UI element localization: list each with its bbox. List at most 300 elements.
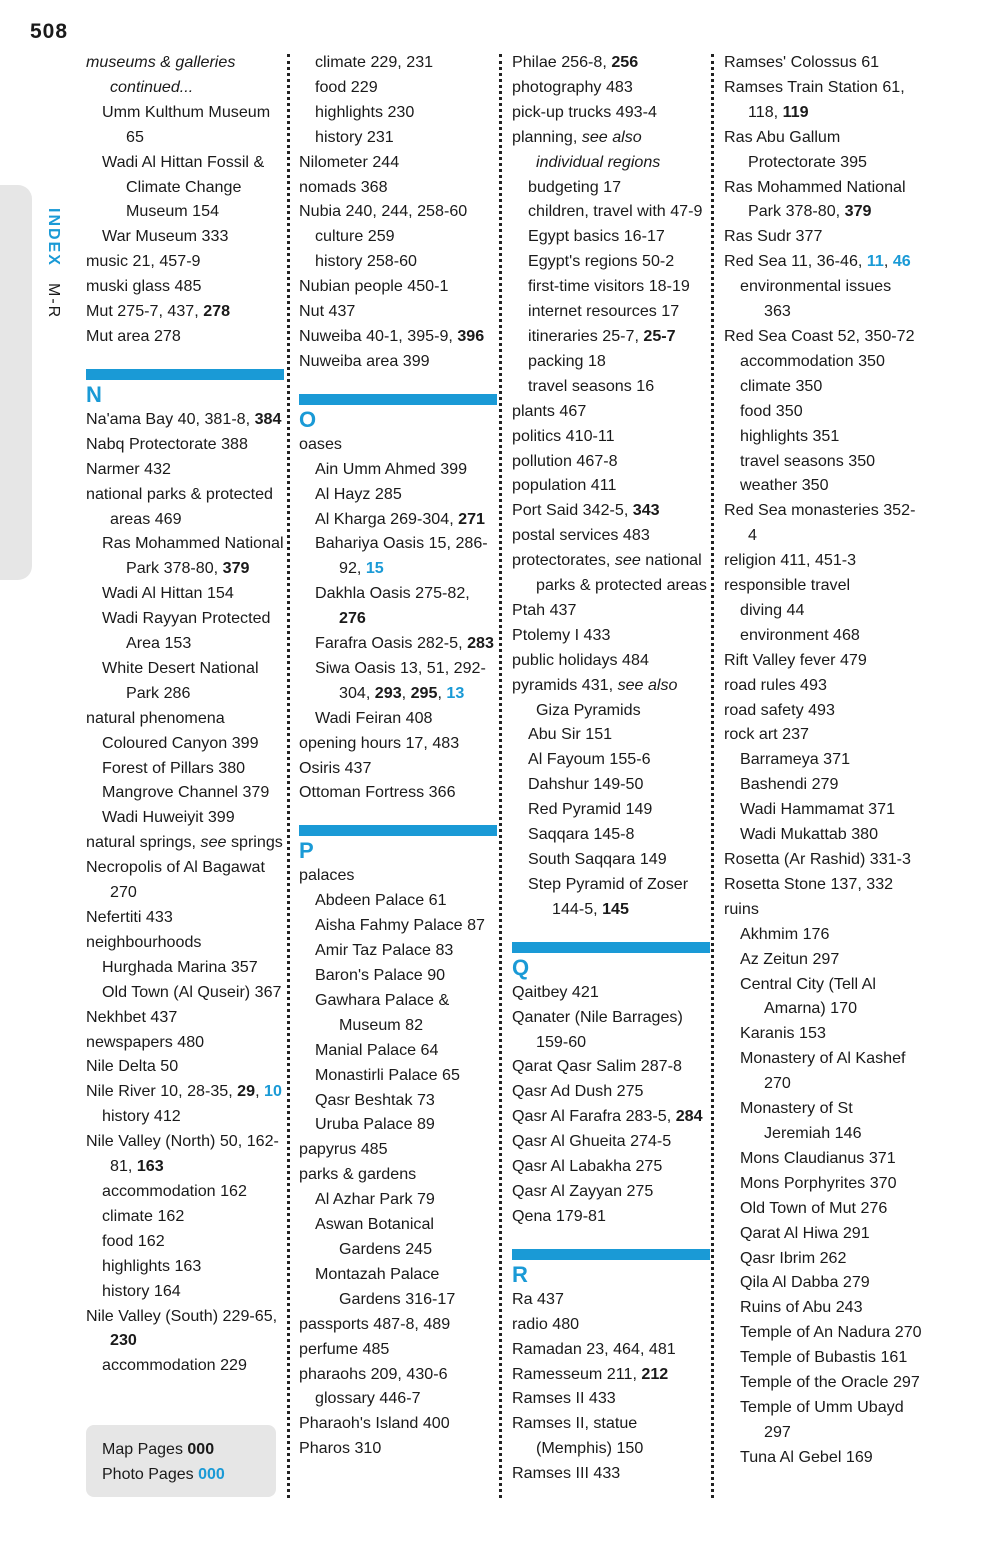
index-entry bbox=[512, 1054, 710, 1079]
entry-text: food 350 bbox=[740, 401, 803, 420]
entry-text: Egypt basics 16-17 bbox=[528, 227, 665, 246]
entry-text: pyramids 431, bbox=[512, 675, 618, 694]
index-subentry bbox=[512, 822, 710, 847]
entry-text: road safety 493 bbox=[724, 700, 835, 719]
entry-text: Qasr Ad Dush 275 bbox=[512, 1082, 644, 1101]
section-letter: Q bbox=[512, 954, 530, 980]
index-subentry bbox=[724, 1221, 922, 1246]
index-subentry bbox=[299, 888, 497, 913]
index-entry bbox=[512, 1154, 710, 1179]
entry-text: Ramadan 23, 464, 481 bbox=[512, 1339, 676, 1358]
entry-text: Narmer 432 bbox=[86, 459, 171, 478]
section-header-o bbox=[299, 394, 497, 432]
index-subentry bbox=[724, 1320, 922, 1345]
entry-text: Akhmim 176 bbox=[740, 924, 830, 943]
page-ref-bold: 384 bbox=[254, 409, 282, 428]
entry-text: Bashendi 279 bbox=[740, 775, 839, 794]
entry-text: Qasr Al Zayyan 275 bbox=[512, 1181, 654, 1200]
index-entry bbox=[86, 457, 284, 482]
column-divider bbox=[287, 54, 290, 1498]
index-subentry bbox=[299, 1063, 497, 1088]
index-subentry bbox=[724, 947, 922, 972]
index-entry bbox=[512, 1129, 710, 1154]
index-entry bbox=[86, 274, 284, 299]
entry-text: Ra 437 bbox=[512, 1289, 564, 1308]
entry-text: Pharos 310 bbox=[299, 1439, 382, 1458]
index-subentry bbox=[724, 374, 922, 399]
index-subentry bbox=[724, 623, 922, 648]
index-subentry bbox=[299, 531, 497, 581]
page-ref-bold: 276 bbox=[339, 609, 366, 628]
entry-text: Nefertiti 433 bbox=[86, 908, 173, 926]
entry-text: politics 410-11 bbox=[512, 426, 615, 445]
index-subentry bbox=[512, 199, 710, 224]
index-subentry bbox=[86, 531, 284, 581]
entry-text: natural springs, bbox=[86, 833, 201, 852]
index-subentry bbox=[512, 374, 710, 399]
entry-text: budgeting 17 bbox=[528, 177, 622, 196]
entry-text: pollution 467-8 bbox=[512, 451, 618, 470]
entry-text: music 21, 457-9 bbox=[86, 252, 201, 271]
index-entry bbox=[512, 1312, 710, 1337]
entry-text: accommodation 350 bbox=[740, 351, 885, 370]
entry-text: Tuna Al Gebel 169 bbox=[740, 1447, 873, 1466]
index-subentry bbox=[299, 507, 497, 532]
index-entry bbox=[512, 623, 710, 648]
entry-text: neighbourhoods bbox=[86, 932, 202, 951]
index-subentry bbox=[299, 50, 497, 75]
entry-text: accommodation 229 bbox=[102, 1356, 247, 1375]
index-entry bbox=[86, 830, 284, 855]
section-header-r bbox=[512, 1249, 710, 1287]
entry-text: environmental issues 363 bbox=[740, 277, 892, 321]
index-subentry bbox=[512, 872, 710, 922]
index-subentry bbox=[724, 1196, 922, 1221]
entry-text: Az Zeitun 297 bbox=[740, 949, 840, 968]
entry-text: Forest of Pillars 380 bbox=[102, 758, 246, 777]
index-subentry bbox=[724, 1370, 922, 1395]
entry-text: Qanater (Nile Barrages) 159-60 bbox=[512, 1007, 683, 1051]
entry-text: Aswan Botanical Gardens 245 bbox=[315, 1215, 434, 1258]
index-subentry bbox=[299, 988, 497, 1038]
page-ref-bold: 230 bbox=[110, 1331, 137, 1350]
index-subentry bbox=[86, 606, 284, 656]
entry-text: , bbox=[883, 252, 893, 271]
entry-text: travel seasons 350 bbox=[740, 451, 876, 470]
entry-text: springs bbox=[226, 833, 283, 852]
index-entry bbox=[86, 855, 284, 905]
entry-text: Qasr Al Ghueita 274-5 bbox=[512, 1132, 672, 1151]
index-subentry bbox=[299, 581, 497, 631]
index-subentry bbox=[724, 1171, 922, 1196]
entry-text: Necropolis of Al Bagawat 270 bbox=[86, 858, 265, 902]
entry-text: Amir Taz Palace 83 bbox=[315, 941, 454, 960]
index-subentry bbox=[86, 581, 284, 606]
index-column-1 bbox=[86, 50, 284, 1378]
index-entry bbox=[512, 673, 710, 723]
entry-text: Philae 256-8, bbox=[512, 53, 612, 71]
index-subentry bbox=[86, 1104, 284, 1129]
entry-text: nomads 368 bbox=[299, 177, 388, 196]
index-entry bbox=[299, 150, 497, 175]
section-letter: O bbox=[299, 406, 317, 432]
section-header-q bbox=[512, 942, 710, 980]
entry-text: oases bbox=[299, 434, 342, 453]
index-entry bbox=[299, 274, 497, 299]
section-letter: R bbox=[512, 1261, 528, 1287]
section-letter: P bbox=[299, 838, 314, 864]
entry-text: highlights 230 bbox=[315, 102, 415, 121]
entry-text: pick-up trucks 493-4 bbox=[512, 102, 657, 121]
entry-text: history 258-60 bbox=[315, 252, 417, 271]
entry-text: Port Said 342-5, bbox=[512, 501, 633, 520]
section-bar bbox=[512, 1249, 710, 1260]
entry-text: history 412 bbox=[102, 1107, 181, 1126]
index-entry bbox=[86, 930, 284, 955]
entry-text: Qarat Al Hiwa 291 bbox=[740, 1223, 870, 1242]
entry-text: Monastery of Al Kashef 270 bbox=[740, 1049, 906, 1093]
section-header-n bbox=[86, 369, 284, 407]
entry-text: Ruins of Abu 243 bbox=[740, 1298, 863, 1317]
entry-text: Ramses III 433 bbox=[512, 1464, 621, 1483]
entry-text: Central City (Tell Al Amarna) 170 bbox=[740, 974, 876, 1018]
index-subentry bbox=[299, 656, 497, 706]
entry-text: Old Town of Mut 276 bbox=[740, 1198, 888, 1217]
index-entry bbox=[86, 324, 284, 349]
index-entry bbox=[299, 863, 497, 888]
index-subentry bbox=[724, 922, 922, 947]
entry-text: , bbox=[437, 683, 447, 702]
index-entry bbox=[299, 432, 497, 457]
entry-text: glossary 446-7 bbox=[315, 1389, 421, 1408]
index-heading-continued: continued... bbox=[110, 77, 194, 96]
entry-text: Baron's Palace 90 bbox=[315, 966, 446, 984]
entry-text: Al Hayz 285 bbox=[315, 484, 402, 503]
entry-text: South Saqqara 149 bbox=[528, 850, 667, 868]
index-entry bbox=[299, 1436, 497, 1461]
index-entry bbox=[86, 482, 284, 532]
index-entry bbox=[724, 722, 922, 747]
entry-text: Ain Umm Ahmed 399 bbox=[315, 459, 468, 478]
page-ref-bold: 256 bbox=[611, 53, 639, 71]
index-subentry bbox=[299, 224, 497, 249]
index-entry bbox=[86, 249, 284, 274]
page-ref-bold: 295 bbox=[410, 683, 438, 702]
entry-text: ruins bbox=[724, 899, 759, 918]
entry-text: Wadi Hammamat 371 bbox=[740, 800, 896, 819]
entry-text: Egypt's regions 50-2 bbox=[528, 252, 675, 271]
index-subentry bbox=[512, 224, 710, 249]
index-entry bbox=[299, 324, 497, 349]
index-subentry bbox=[86, 1204, 284, 1229]
entry-text: Ptolemy I 433 bbox=[512, 625, 611, 644]
entry-text: Mons Claudianus 371 bbox=[740, 1148, 896, 1167]
entry-text: Mons Porphyrites 370 bbox=[740, 1173, 897, 1192]
index-subentry bbox=[724, 1246, 922, 1271]
index-subentry bbox=[512, 299, 710, 324]
entry-text: Monastirli Palace 65 bbox=[315, 1065, 460, 1084]
index-entry bbox=[86, 1054, 284, 1079]
column-divider bbox=[711, 54, 714, 1498]
index-entry bbox=[512, 1411, 710, 1461]
index-subentry bbox=[512, 797, 710, 822]
entry-text: photography 483 bbox=[512, 77, 633, 96]
index-subentry bbox=[512, 772, 710, 797]
entry-text: natural phenomena bbox=[86, 708, 225, 727]
entry-text: Dahshur 149-50 bbox=[528, 775, 644, 794]
index-subentry bbox=[299, 1038, 497, 1063]
entry-text: internet resources 17 bbox=[528, 302, 680, 321]
index-entry bbox=[86, 407, 284, 432]
page-ref-bold: 29 bbox=[237, 1082, 256, 1101]
index-subentry bbox=[299, 249, 497, 274]
entry-text: highlights 351 bbox=[740, 426, 840, 445]
entry-text: Al Azhar Park 79 bbox=[315, 1190, 435, 1209]
entry-text: Ramses' Colossus 61 bbox=[724, 53, 880, 71]
entry-text: food 162 bbox=[102, 1231, 165, 1250]
entry-text: Al Fayoum 155-6 bbox=[528, 750, 651, 769]
entry-text: national parks & protected areas bbox=[536, 551, 707, 595]
entry-text: Red Pyramid 149 bbox=[528, 800, 653, 819]
page-ref-bold: 293 bbox=[374, 683, 402, 702]
index-entry bbox=[512, 1386, 710, 1411]
index-entry bbox=[86, 706, 284, 731]
cross-ref-text: see also individual regions bbox=[536, 127, 661, 171]
page-ref-bold: 396 bbox=[457, 326, 485, 345]
map-pages-value: 000 bbox=[187, 1441, 215, 1458]
entry-text: protectorates, bbox=[512, 551, 615, 570]
entry-text: Wadi Mukattab 380 bbox=[740, 825, 879, 844]
index-entry bbox=[512, 449, 710, 474]
index-subentry bbox=[299, 100, 497, 125]
index-subentry bbox=[299, 1112, 497, 1137]
index-subentry bbox=[86, 656, 284, 706]
map-page-ref: 46 bbox=[892, 252, 911, 271]
entry-text: Barrameya 371 bbox=[740, 750, 851, 769]
index-entry bbox=[299, 349, 497, 374]
entry-text: climate 350 bbox=[740, 376, 823, 395]
index-entry bbox=[724, 224, 922, 249]
page-ref-bold: 163 bbox=[136, 1157, 164, 1176]
entry-text: Qarat Qasr Salim 287-8 bbox=[512, 1057, 682, 1076]
entry-text: Ptah 437 bbox=[512, 600, 577, 619]
index-subentry bbox=[512, 349, 710, 374]
entry-text: , bbox=[401, 683, 411, 702]
index-entry bbox=[512, 498, 710, 523]
index-entry bbox=[512, 50, 710, 75]
entry-text: parks & gardens bbox=[299, 1165, 417, 1184]
entry-text: Qaitbey 421 bbox=[512, 982, 599, 1001]
index-entry bbox=[724, 324, 922, 349]
entry-text: Old Town (Al Quseir) 367 bbox=[102, 982, 282, 1001]
entry-text: population 411 bbox=[512, 476, 617, 495]
entry-text: Wadi Feiran 408 bbox=[315, 708, 433, 727]
index-subentry bbox=[299, 1088, 497, 1113]
index-entry bbox=[86, 1030, 284, 1055]
index-subentry bbox=[299, 1262, 497, 1312]
index-entry bbox=[724, 498, 922, 548]
index-entry bbox=[512, 598, 710, 623]
index-entry bbox=[724, 249, 922, 274]
index-subentry bbox=[512, 747, 710, 772]
index-subentry bbox=[86, 756, 284, 781]
entry-text: Abdeen Palace 61 bbox=[315, 891, 447, 910]
index-entry bbox=[299, 1137, 497, 1162]
map-pages-label: Map Pages bbox=[102, 1441, 183, 1458]
index-subentry bbox=[724, 449, 922, 474]
index-entry bbox=[299, 756, 497, 781]
section-bar bbox=[299, 394, 497, 405]
entry-text: Temple of Bubastis 161 bbox=[740, 1348, 908, 1367]
entry-text: Bahariya Oasis 15, 286-92, bbox=[315, 534, 488, 578]
index-subentry bbox=[299, 938, 497, 963]
entry-text: rock art 237 bbox=[724, 725, 809, 744]
entry-text: Nile Valley (North) 50, 162-81, bbox=[86, 1132, 279, 1176]
entry-text: Nile River 10, 28-35, bbox=[86, 1082, 238, 1101]
index-entry bbox=[512, 1079, 710, 1104]
map-page-ref: 13 bbox=[446, 683, 465, 702]
entry-text: perfume 485 bbox=[299, 1339, 390, 1358]
entry-text: Nile Valley (South) 229-65, bbox=[86, 1306, 278, 1325]
entry-text: Ramses Train Station 61, 118, bbox=[724, 77, 905, 121]
index-subentry bbox=[86, 1254, 284, 1279]
entry-text: history 164 bbox=[102, 1281, 181, 1300]
entry-text: climate 229, 231 bbox=[315, 53, 434, 71]
index-entry bbox=[724, 698, 922, 723]
page-number: 508 bbox=[30, 20, 69, 43]
entry-text: postal services 483 bbox=[512, 526, 650, 545]
index-subentry bbox=[724, 399, 922, 424]
index-entry bbox=[299, 299, 497, 324]
index-entry bbox=[724, 573, 922, 598]
index-entry bbox=[724, 175, 922, 225]
page-ref-bold: 278 bbox=[203, 302, 231, 321]
index-entry bbox=[512, 1104, 710, 1129]
index-entry bbox=[512, 648, 710, 673]
entry-text: Gawhara Palace & Museum 82 bbox=[315, 990, 450, 1034]
index-entry bbox=[299, 731, 497, 756]
entry-text: Pharaoh's Island 400 bbox=[299, 1414, 450, 1433]
page-ref-bold: 212 bbox=[641, 1364, 669, 1383]
index-subentry bbox=[299, 75, 497, 100]
entry-text: Giza Pyramids bbox=[536, 700, 641, 719]
entry-text: Ras Sudr 377 bbox=[724, 227, 823, 246]
index-entry bbox=[512, 523, 710, 548]
entry-text: travel seasons 16 bbox=[528, 376, 655, 395]
index-subentry bbox=[512, 175, 710, 200]
entry-text: Al Kharga 269-304, bbox=[315, 509, 459, 528]
entry-text: palaces bbox=[299, 866, 355, 885]
index-entry bbox=[86, 299, 284, 324]
entry-text: Nile Delta 50 bbox=[86, 1057, 179, 1076]
entry-text: newspapers 480 bbox=[86, 1032, 205, 1051]
page-ref-bold: 283 bbox=[467, 634, 494, 653]
entry-text: road rules 493 bbox=[724, 675, 827, 694]
index-subentry bbox=[724, 747, 922, 772]
entry-text: , bbox=[255, 1082, 265, 1101]
index-entry bbox=[299, 780, 497, 805]
entry-text: Nuweiba 40-1, 395-9, bbox=[299, 326, 458, 345]
page-ref-bold: 284 bbox=[675, 1107, 703, 1126]
entry-text: pharaohs 209, 430-6 bbox=[299, 1364, 448, 1383]
index-entry bbox=[512, 548, 710, 598]
entry-text: Umm Kulthum Museum 65 bbox=[102, 102, 271, 146]
entry-text: Na'ama Bay 40, 381-8, bbox=[86, 409, 255, 428]
index-subentry bbox=[299, 1386, 497, 1411]
entry-text: diving 44 bbox=[740, 600, 805, 619]
entry-text: planning, bbox=[512, 127, 582, 146]
index-subentry bbox=[299, 1187, 497, 1212]
entry-text: Red Sea monasteries 352-4 bbox=[724, 501, 916, 545]
entry-text: Qasr Ibrim 262 bbox=[740, 1248, 847, 1267]
index-column-3 bbox=[512, 50, 710, 1486]
index-subentry bbox=[86, 955, 284, 980]
index-entry bbox=[724, 847, 922, 872]
index-entry bbox=[512, 1461, 710, 1486]
entry-text: Qena 179-81 bbox=[512, 1206, 606, 1225]
photo-pages-label: Photo Pages bbox=[102, 1466, 194, 1483]
index-subentry bbox=[512, 274, 710, 299]
entry-text: weather 350 bbox=[740, 476, 829, 495]
entry-text: packing 18 bbox=[528, 351, 606, 370]
entry-text: Ras Abu Gallum Protectorate 395 bbox=[724, 127, 867, 171]
index-subentry bbox=[512, 722, 710, 747]
index-entry bbox=[299, 175, 497, 200]
index-entry bbox=[512, 125, 710, 175]
index-subentry bbox=[299, 482, 497, 507]
entry-text: Red Sea 11, 36-46, bbox=[724, 252, 867, 271]
index-subentry bbox=[512, 249, 710, 274]
entry-text: Manial Palace 64 bbox=[315, 1040, 439, 1059]
index-entry bbox=[512, 100, 710, 125]
entry-text: Ramesseum 211, bbox=[512, 1364, 642, 1383]
section-header-p bbox=[299, 825, 497, 863]
entry-text: Montazah Palace Gardens 316-17 bbox=[315, 1264, 456, 1308]
index-subentry bbox=[724, 1270, 922, 1295]
map-pages-line bbox=[102, 1437, 276, 1462]
page-ref-bold: 145 bbox=[602, 899, 629, 918]
entry-text: Ramses II 433 bbox=[512, 1389, 616, 1408]
index-subentry bbox=[724, 473, 922, 498]
cross-ref-text: see also bbox=[617, 675, 678, 694]
index-entry bbox=[512, 1287, 710, 1312]
map-page-ref: 10 bbox=[264, 1082, 282, 1101]
entry-text: Nabq Protectorate 388 bbox=[86, 434, 248, 453]
entry-text: opening hours 17, 483 bbox=[299, 733, 460, 752]
index-thumb-tab bbox=[0, 185, 32, 580]
entry-text: plants 467 bbox=[512, 401, 587, 420]
entry-text: papyrus 485 bbox=[299, 1140, 388, 1159]
index-subentry bbox=[86, 731, 284, 756]
section-bar bbox=[512, 942, 710, 953]
index-subentry bbox=[724, 274, 922, 324]
entry-text: Nubian people 450-1 bbox=[299, 277, 449, 296]
index-subentry bbox=[724, 1295, 922, 1320]
entry-text: Rosetta Stone 137, 332 bbox=[724, 874, 894, 893]
entry-text: Dakhla Oasis 275-82, bbox=[315, 584, 470, 603]
section-bar bbox=[299, 825, 497, 836]
index-subentry bbox=[299, 125, 497, 150]
index-subentry bbox=[724, 424, 922, 449]
entry-text: passports 487-8, 489 bbox=[299, 1314, 451, 1333]
entry-text: culture 259 bbox=[315, 227, 395, 246]
index-subentry bbox=[299, 457, 497, 482]
index-entry bbox=[724, 648, 922, 673]
index-subentry bbox=[724, 972, 922, 1022]
entry-text: Nuweiba area 399 bbox=[299, 351, 430, 370]
cross-ref-text: see bbox=[200, 833, 227, 852]
index-subentry bbox=[724, 1345, 922, 1370]
